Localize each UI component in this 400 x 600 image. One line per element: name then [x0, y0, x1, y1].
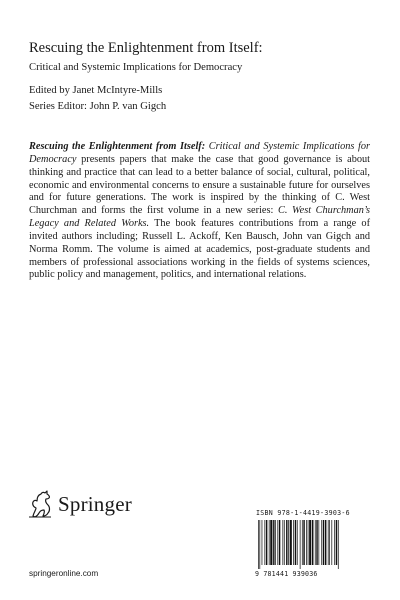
barcode-bar	[329, 520, 330, 565]
barcode-bar	[266, 520, 267, 565]
barcode-digits: 9 781441 939036	[255, 570, 318, 578]
barcode-bar	[293, 520, 294, 565]
barcode-bar	[308, 520, 309, 565]
barcode-bar	[323, 520, 324, 565]
barcode-bar	[290, 520, 292, 565]
barcode-bar	[318, 520, 319, 565]
barcode-bar	[316, 520, 317, 565]
barcode-bar	[328, 520, 329, 565]
springer-horse-icon	[27, 489, 53, 519]
barcode-bar	[303, 520, 304, 565]
description-text: presents papers that make the case that good governance is about thinking and practice that can lead to a better balance of social, cultural, political, economic and environmental concerns to ensure a sustainable future for ourselves and for future generations. The work is inspired by the thinking of C. West Churchman and forms the first volume in a new series:	[29, 153, 370, 217]
barcode-bar	[302, 520, 303, 565]
barcode-bar	[312, 520, 313, 565]
description-subtitle: Critical and Systemic Implications for Democracy	[29, 141, 370, 165]
series-name: C. West Churchman’s Legacy and Related Works.	[29, 205, 371, 230]
editor-credit: Edited by Janet McIntyre-Mills	[29, 85, 163, 96]
barcode-bar	[284, 520, 285, 565]
series-editor-credit: Series Editor: John P. van Gigch	[29, 101, 167, 112]
barcode-bar	[259, 520, 260, 569]
barcode-bar	[279, 520, 280, 565]
barcode-bar	[321, 520, 322, 565]
description-text-continued: The book features contributions from a range of invited authors including; Russell L. Ackoff, Ken Bausch, John van Gigch and Norma Romm. The volume is aimed at academics, post-graduate students and members of professional associations working in the fields of systems sciences, public policy and management, politics, and international relations.	[29, 218, 371, 281]
barcode-bar	[297, 520, 298, 565]
publisher-logo	[27, 487, 132, 521]
barcode-bar	[309, 520, 311, 565]
barcode-bar	[282, 520, 283, 565]
barcode-bar	[258, 520, 259, 569]
barcode-bar	[286, 520, 287, 565]
book-description	[29, 141, 370, 282]
publisher-name: Springer	[58, 491, 132, 516]
barcode-bar	[269, 520, 270, 565]
barcode-bar	[306, 520, 307, 565]
barcode-bar	[277, 520, 278, 565]
barcode-bar	[288, 520, 289, 565]
barcode-bar	[331, 520, 332, 565]
barcode	[258, 520, 374, 569]
isbn-label: ISBN 978-1-4419-3903-6	[256, 509, 350, 517]
barcode-bar	[262, 520, 263, 565]
barcode-bar	[270, 520, 272, 565]
barcode-bar	[264, 520, 265, 565]
barcode-bar	[295, 520, 296, 565]
barcode-bar	[338, 520, 339, 569]
book-subtitle: Critical and Systemic Implications for Democracy	[29, 62, 243, 73]
barcode-bar	[315, 520, 316, 565]
barcode-bar	[325, 520, 326, 565]
book-title: Rescuing the Enlightenment from Itself:	[29, 40, 263, 56]
barcode-bar	[334, 520, 335, 565]
description-title: Rescuing the Enlightenment from Itself:	[29, 141, 206, 152]
barcode-bar	[275, 520, 276, 565]
publisher-website: springeronline.com	[29, 569, 99, 578]
barcode-bar	[300, 520, 301, 569]
barcode-bar	[336, 520, 337, 565]
barcode-bar	[273, 520, 274, 565]
